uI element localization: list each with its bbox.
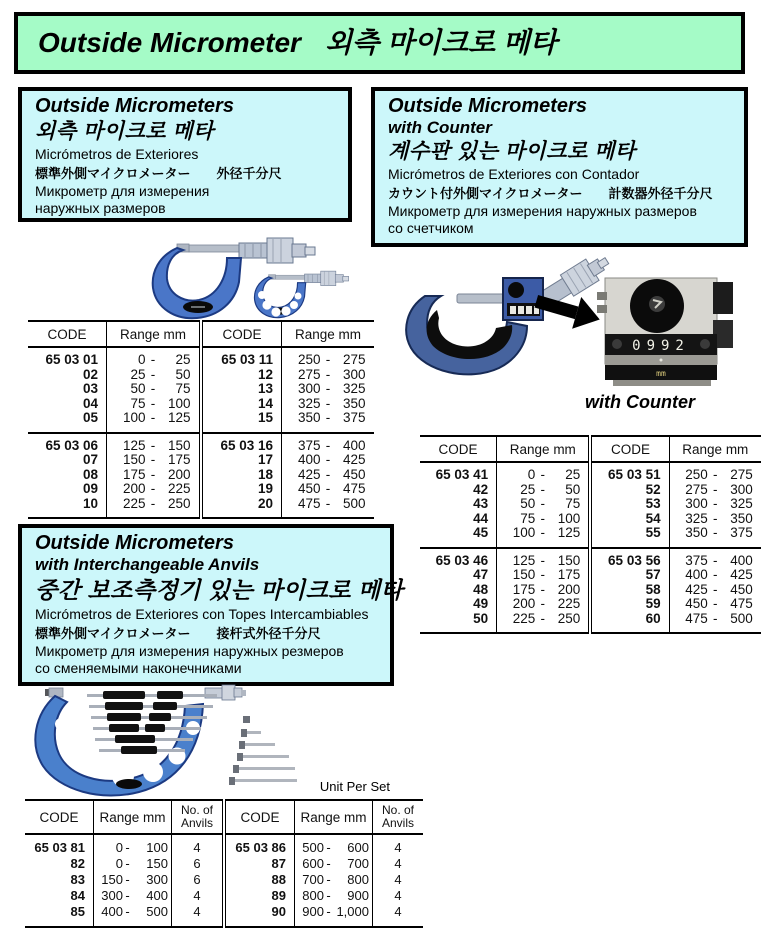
range-cell: 225 - 250 <box>497 612 591 634</box>
table-row <box>420 462 761 483</box>
range-cell: 175 - 200 <box>107 468 202 483</box>
anvils-count-cell: 4 <box>172 834 225 856</box>
range-cell: 800 - 900 <box>295 888 373 904</box>
range-cell: 0 - 25 <box>107 347 202 368</box>
code-cell: 65 03 06 <box>45 437 98 453</box>
range-cell: 300 - 400 <box>94 888 172 904</box>
code-cell: 45 <box>473 525 489 540</box>
counter-range-table <box>420 435 761 634</box>
code-cell: 54 <box>590 512 669 527</box>
range-cell: 50 - 75 <box>497 497 591 512</box>
table-row <box>25 856 423 872</box>
range-cell: 125 - 150 <box>107 433 202 454</box>
code-cell: 15 <box>201 411 282 433</box>
column-header: CODE <box>25 800 94 834</box>
range-cell: 150 - 300 <box>94 872 172 888</box>
code-cell: 02 <box>82 366 98 382</box>
line-russian-1: Микрометр для измерения наружных резмеров <box>35 643 344 659</box>
code-cell: 90 <box>224 904 295 927</box>
table-row <box>28 368 374 383</box>
range-cell: 75 - 100 <box>107 397 202 412</box>
code-cell: 84 <box>70 888 85 903</box>
column-header: Range mm <box>497 436 591 462</box>
table-row <box>28 411 374 433</box>
range-cell: 225 - 250 <box>107 497 202 519</box>
column-header: CODE <box>590 436 669 462</box>
range-cell: 25 - 50 <box>497 483 591 498</box>
table-row <box>420 512 761 527</box>
code-cell: 65 03 51 <box>590 462 669 483</box>
column-header: Range mm <box>107 321 202 347</box>
range-cell: 250 - 275 <box>669 462 761 483</box>
code-cell: 14 <box>201 397 282 412</box>
code-cell: 58 <box>590 583 669 598</box>
heading-en: Outside Micrometers <box>35 95 234 117</box>
range-cell: 325 - 350 <box>282 397 375 412</box>
code-cell: 05 <box>82 410 98 425</box>
line-spanish: Micrómetros de Exteriores con Contador <box>388 166 640 182</box>
range-cell: 450 - 475 <box>282 482 375 497</box>
table-row <box>28 347 374 368</box>
code-cell: 60 <box>590 612 669 634</box>
line-spanish: Micrómetros de Exteriores con Topes Intercambiables <box>35 606 369 622</box>
code-cell: 65 03 16 <box>201 433 282 454</box>
heading-en-2: with Interchangeable Anvils <box>35 555 260 574</box>
table-row <box>28 482 374 497</box>
line-russian-2: со счетчиком <box>388 220 474 236</box>
anvils-count-cell: 4 <box>373 904 424 927</box>
table-row <box>28 397 374 412</box>
code-cell: 03 <box>82 381 98 396</box>
counter-micrometer-photos <box>395 248 750 390</box>
line-japanese: 標準外側マイクロメーター 外径千分尺 <box>35 166 282 181</box>
range-cell: 300 - 325 <box>669 497 761 512</box>
range-cell: 125 - 150 <box>497 548 591 569</box>
code-cell: 85 <box>70 904 85 919</box>
range-cell: 425 - 450 <box>669 583 761 598</box>
code-cell: 47 <box>473 567 489 582</box>
banner-title-en: Outside Micrometer <box>38 27 301 58</box>
anvils-count-cell: 4 <box>172 888 225 904</box>
code-cell: 48 <box>473 581 489 597</box>
table-row <box>28 453 374 468</box>
range-cell: 75 - 100 <box>497 512 591 527</box>
column-header: No. of Anvils <box>373 800 424 834</box>
table-row <box>25 888 423 904</box>
line-spanish: Micrómetros de Exteriores <box>35 146 199 162</box>
code-cell: 65 03 86 <box>224 834 295 856</box>
table-row <box>420 526 761 548</box>
range-cell: 0 - 100 <box>94 834 172 856</box>
code-cell: 17 <box>201 453 282 468</box>
range-cell: 475 - 500 <box>669 612 761 634</box>
code-cell: 18 <box>201 468 282 483</box>
code-cell: 83 <box>70 872 85 887</box>
range-cell: 150 - 175 <box>107 453 202 468</box>
code-cell: 08 <box>82 466 98 482</box>
range-cell: 500 - 600 <box>295 834 373 856</box>
code-cell: 10 <box>82 495 98 511</box>
table-row <box>420 548 761 569</box>
code-cell: 65 03 81 <box>34 840 85 855</box>
table-row <box>28 497 374 519</box>
anvils-count-cell: 4 <box>172 904 225 927</box>
anvils-count-cell: 4 <box>373 872 424 888</box>
column-header: Range mm <box>94 800 172 834</box>
range-cell: 0 - 150 <box>94 856 172 872</box>
range-cell: 700 - 800 <box>295 872 373 888</box>
code-cell: 53 <box>590 497 669 512</box>
anvils-count-cell: 4 <box>373 834 424 856</box>
range-cell: 325 - 350 <box>669 512 761 527</box>
column-header: Range mm <box>669 436 761 462</box>
code-cell: 43 <box>473 496 489 511</box>
table-row <box>25 834 423 856</box>
line-russian-2: наружных размеров <box>35 200 166 216</box>
column-header: CODE <box>420 436 497 462</box>
line-russian-1: Микрометр для измерения наружных размеров <box>388 203 697 219</box>
range-cell: 375 - 400 <box>669 548 761 569</box>
code-cell: 65 03 41 <box>435 467 489 482</box>
column-header: CODE <box>201 321 282 347</box>
anvils-range-table <box>25 799 423 928</box>
heading-en: Outside Micrometers <box>35 532 234 554</box>
code-cell: 49 <box>473 596 489 611</box>
data-table <box>25 799 423 928</box>
heading-ko: 중간 보조측정기 있는 마이크로 메타 <box>35 577 404 603</box>
range-cell: 200 - 225 <box>497 597 591 612</box>
code-cell: 44 <box>473 510 489 526</box>
code-cell: 50 <box>473 610 489 626</box>
column-header: CODE <box>224 800 295 834</box>
range-cell: 175 - 200 <box>497 583 591 598</box>
heading-ko: 계수판 있는 마이크로 메타 <box>388 140 636 163</box>
range-cell: 375 - 400 <box>282 433 375 454</box>
range-cell: 150 - 175 <box>497 568 591 583</box>
micrometer-small-image <box>254 271 348 318</box>
standard-range-table <box>28 320 374 519</box>
range-cell: 350 - 375 <box>669 526 761 548</box>
table-row <box>420 612 761 634</box>
code-cell: 65 03 56 <box>590 548 669 569</box>
anvils-count-cell: 4 <box>373 856 424 872</box>
table-row <box>420 597 761 612</box>
code-cell: 82 <box>70 856 85 871</box>
code-cell: 52 <box>590 483 669 498</box>
column-header: CODE <box>28 321 107 347</box>
data-table <box>420 435 761 634</box>
column-header: Range mm <box>295 800 373 834</box>
counter-closeup-image <box>597 278 733 386</box>
code-cell: 04 <box>82 395 98 411</box>
heading-ko: 외측 마이크로 메타 <box>35 120 214 143</box>
anvils-count-cell: 4 <box>373 888 424 904</box>
range-cell: 0 - 25 <box>497 462 591 483</box>
line-russian-1: Микрометр для измерения <box>35 183 210 199</box>
range-cell: 400 - 500 <box>94 904 172 927</box>
heading-en-2: with Counter <box>388 118 492 137</box>
range-cell: 275 - 300 <box>669 483 761 498</box>
code-cell: 12 <box>201 368 282 383</box>
accessory-parts-image <box>229 716 297 785</box>
code-cell: 57 <box>590 568 669 583</box>
range-cell: 400 - 425 <box>669 568 761 583</box>
table-row <box>28 433 374 454</box>
range-cell: 50 - 75 <box>107 382 202 397</box>
line-japanese: 標準外側マイクロメーター 接杆式外径千分尺 <box>35 626 321 641</box>
table-row <box>28 468 374 483</box>
range-cell: 425 - 450 <box>282 468 375 483</box>
range-cell: 250 - 275 <box>282 347 375 368</box>
range-cell: 200 - 225 <box>107 482 202 497</box>
table-row <box>25 872 423 888</box>
range-cell: 100 - 125 <box>107 411 202 433</box>
code-cell: 65 03 11 <box>201 347 282 368</box>
range-cell: 475 - 500 <box>282 497 375 519</box>
line-russian-2: со сменяемыми наконечниками <box>35 660 242 676</box>
code-cell: 09 <box>82 481 98 496</box>
range-cell: 300 - 325 <box>282 382 375 397</box>
code-cell: 89 <box>224 888 295 904</box>
section-header-standard <box>18 87 352 222</box>
code-cell: 20 <box>201 497 282 519</box>
counter-digits: 0992 <box>632 338 690 354</box>
heading-en: Outside Micrometers <box>388 95 587 117</box>
code-cell: 88 <box>224 872 295 888</box>
code-cell: 59 <box>590 597 669 612</box>
section-header-anvils <box>18 524 404 686</box>
range-cell: 100 - 125 <box>497 526 591 548</box>
page-banner <box>14 12 745 74</box>
anvils-count-cell: 6 <box>172 856 225 872</box>
range-cell: 900 - 1,000 <box>295 904 373 927</box>
banner-title-ko: 외측 마이크로 메타 <box>324 27 557 58</box>
code-cell: 19 <box>201 482 282 497</box>
table-row <box>420 497 761 512</box>
range-cell: 25 - 50 <box>107 368 202 383</box>
counter-unit-label: mm <box>656 369 666 378</box>
table-row <box>420 568 761 583</box>
line-japanese: カウント付外側マイクロメーター 計数器外径千分尺 <box>388 186 713 201</box>
code-cell: 87 <box>224 856 295 872</box>
range-cell: 450 - 475 <box>669 597 761 612</box>
column-header: Range mm <box>282 321 375 347</box>
unit-per-set-note: Unit Per Set <box>319 779 390 794</box>
section-header-counter <box>371 87 748 247</box>
code-cell: 65 03 01 <box>45 352 98 367</box>
code-cell: 55 <box>590 526 669 548</box>
code-cell: 07 <box>82 452 98 467</box>
data-table <box>28 320 374 519</box>
code-cell: 42 <box>473 481 489 497</box>
range-cell: 275 - 300 <box>282 368 375 383</box>
range-cell: 350 - 375 <box>282 411 375 433</box>
code-cell: 65 03 46 <box>435 552 489 568</box>
standard-micrometers-photo <box>95 224 360 324</box>
table-row <box>25 904 423 927</box>
anvils-count-cell: 6 <box>172 872 225 888</box>
table-row <box>420 483 761 498</box>
with-counter-caption: with Counter <box>585 392 695 412</box>
range-cell: 400 - 425 <box>282 453 375 468</box>
table-row <box>420 583 761 598</box>
range-cell: 600 - 700 <box>295 856 373 872</box>
table-row <box>28 382 374 397</box>
column-header: No. of Anvils <box>172 800 225 834</box>
code-cell: 13 <box>201 382 282 397</box>
